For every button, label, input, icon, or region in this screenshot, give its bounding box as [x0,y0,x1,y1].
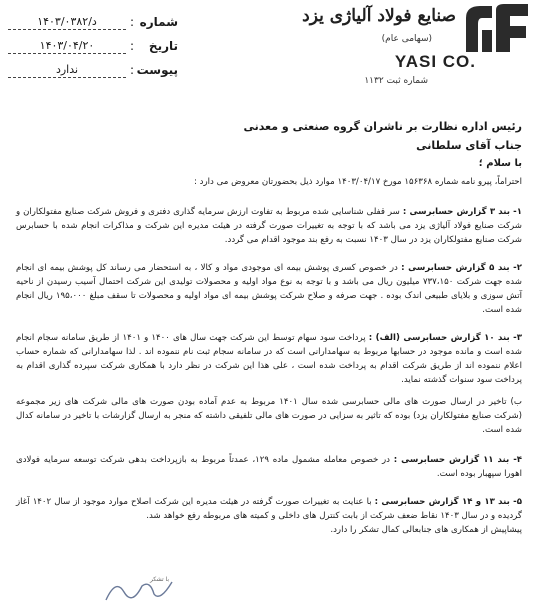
paragraph-4-heading: ۴- بند ۱۱ گزارش حسابرسی : [393,455,523,465]
signature-note: با تشکر [150,576,170,583]
attachment-value: ندارد [8,63,126,78]
company-name-fa: صنایع فولاد آلیاژی یزد [302,6,456,26]
date-value: ۱۴۰۳/۰۴/۲۰ [8,39,126,54]
letter-body [16,120,522,551]
number-value: د/۱۴۰۳/۰۳۸۲ [8,15,126,30]
company-letterhead [282,0,532,96]
meta-number-row [8,10,178,34]
company-type: (سهامی عام) [381,34,432,44]
paragraph-3-text: پرداخت سود سهام توسط این شرکت جهت سال های ۱۴۰۰ و ۱۴۰۱ از طریق سامانه سجام انجام شده است و مانده موجود در حسابها مربوط به سهامدارانی است که در سامانه سجام ثبت نام ننموده اند . لذا سهامدارانی که شماره حساب اعلام ننموده اند از طریق شرکت اقدام به پرداخت شده است ، علی هذا این شرکت در نظر دارد با همکاری شرکت سپرده گذاری اقدام به پرداخت سود سنوات گذشته نماید. [16,333,522,385]
colon: : [129,15,134,29]
paragraph-2-heading: ۲- بند ۵ گزارش حسابرسی : [401,263,522,273]
paragraph-2-text: در خصوص کسری پوشش بیمه ای موجودی مواد و کالا ، به استحضار می رساند کل پوشش بیمه ای انجام شده جهت شرکت ۷۳۷،۱۵۰ میلیون ریال می باشد و با توجه به نوع مواد اولیه و محصولات تولیدی این شرکت احتمال آسیب رسیدن از ناحیه آتش سوزی و بلایای طبیعی اندک بوده . جهت صرفه و صلاح شرکت پوشش بیمه ای مواد اولیه و محصولات تا سقف مبلغ ۱۹۵،۰۰۰ ریال انجام شده است. [16,263,522,315]
paragraph-5-heading: ۵- بند ۱۳ و ۱۴ گزارش حسابرسی : [374,497,522,507]
closing-text: پیشاپیش از همکاری های جنابعالی کمال تشکر را دارد. [330,525,522,535]
paragraph-1-text: سر قفلی شناسایی شده مربوط به تفاوت ارزش سرمایه گذاری دفتری و فروش شرکت صنایع مفتولکاران و شرکت صنایع فولاد آلیاژی یزد می باشد که با توجه به تغییرات صورت گرفته در هیئت مدیره این شرکت و مذاکرات انجام شده با حسابرس شرکت صنایع مفتولکاران یزد در سال ۱۴۰۳ نسبت به رفع بند موجود اقدام می گردد. [16,207,522,245]
paragraph-4-text: در خصوص معامله مشمول ماده ۱۲۹، عمدتاً مربوط به بازپرداخت بدهی شرکت توسعه سرمایه فولادی اهورا سپهبار بوده است. [16,455,522,479]
addressee-title: رئیس اداره نظارت بر ناشران گروه صنعتی و معدنی [243,120,522,133]
attachment-label: پیوست [136,63,178,77]
paragraph-3b: ب) تاخیر در ارسال صورت های مالی حسابرسی شده سال ۱۴۰۱ مربوط به عدم آماده بودن صورت های مالی شرکت های زیر مجموعه (شرکت صنایع مفتولکاران یزد) بوده که تاثیر به سزایی در صورت های مالی تلفیقی داشته که منجر به ارسال گزارشات با تاخیر در سامانه کدال شده است. [16,397,522,435]
paragraph-5-text: با عنایت به تغییرات صورت گرفته در هیئت مدیره این شرکت اصلاح موارد موجود از سال ۱۴۰۲ آغاز گردیده و در سال ۱۴۰۳ نقاط ضعف شرکت از بابت کنترل های داخلی و کمیته های مربوطه رفع خواهد شد. [16,497,522,521]
greeting: با سلام ؛ [478,158,522,169]
paragraph-3 [16,331,522,387]
paragraph-1-heading: ۱- بند ۳ گزارش حسابرسی : [402,207,522,217]
paragraph-2 [16,261,522,317]
registration-number: شماره ثبت ۱۱۳۲ [364,76,428,86]
addressee-name: جناب آقای سلطانی [416,139,522,152]
company-logo-icon [462,0,532,58]
paragraph-5 [16,495,522,537]
paragraph-4 [16,453,522,481]
date-label: تاریخ [148,39,178,53]
meta-date-row [8,34,178,58]
company-name-en: YASI CO. [394,52,476,71]
paragraph-3-heading: ۳- بند ۱۰ گزارش حسابرسی (الف) : [368,333,522,343]
signature-icon [102,572,182,604]
colon: : [129,39,134,53]
intro-text: احتراماً، پیرو نامه شماره ۱۵۶۳۶۸ مورخ ۱۴۰۳/۰۴/۱۷ موارد ذیل بحضورتان معروض می دارد : [194,177,522,187]
meta-attachment-row [8,58,178,82]
letter-meta [8,10,178,82]
colon: : [129,63,134,77]
paragraph-1 [16,205,522,247]
number-label: شماره [139,15,178,29]
